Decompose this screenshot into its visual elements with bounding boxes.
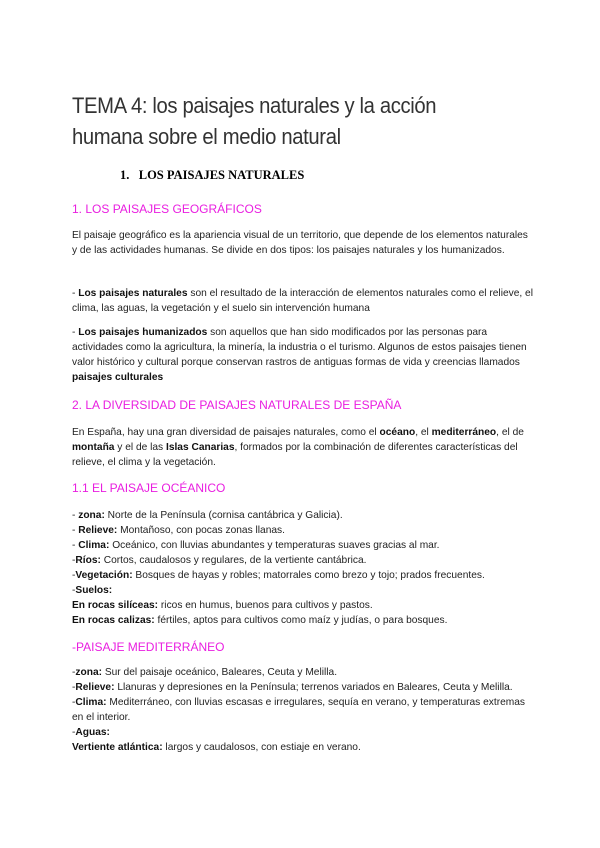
label-rios: Ríos: [75,555,101,566]
list-item [72,508,534,523]
label-relieve: Relieve: [78,525,118,536]
definition-text: son aquellos que han sido modificados por las personas para actividades como la agricultura, la minería, la industria o el turismo. Algunos de estos paisajes tienen valor histórico y cultural porque conservan rastros de antiguas formas de vida y creencias llamados [72,327,527,368]
text: , el de [496,427,524,438]
section-heading [120,168,304,183]
dash: - [72,555,76,566]
subheading-paisaje-oceanico: 1.1 EL PAISAJE OCÉANICO [72,481,226,495]
list-item [72,523,534,538]
value: Llanuras y depresiones en la Península; terrenos variados en Baleares, Ceuta y Melilla. [114,682,513,693]
value: Oceánico, con lluvias abundantes y temperaturas suaves gracias al mar. [109,540,440,551]
label-zona: zona: [78,510,105,521]
list-item [72,740,534,755]
list-item [72,568,534,583]
term-mediterraneo: mediterráneo [431,427,497,438]
term-montana: montaña [72,442,115,453]
section-title: LOS PAISAJES NATURALES [138,168,305,182]
value: Bosques de hayas y robles; matorrales como brezo y tojo; prados frecuentes. [132,570,485,581]
value: Norte de la Península (cornisa cantábrica y Galicia). [104,510,343,521]
dash: - [72,570,76,581]
dash: - [72,540,79,551]
dash: - [72,682,76,693]
subheading-paisajes-geograficos: 1. LOS PAISAJES GEOGRÁFICOS [72,202,262,216]
dash: - [72,697,76,708]
dash: - [72,510,79,521]
term-paisajes-naturales: Los paisajes naturales [78,288,188,299]
term-oceano: océano [379,427,416,438]
list-item [72,598,534,613]
value: Montañoso, con pocas zonas llanas. [117,525,285,536]
label-aguas: Aguas: [75,727,110,738]
label-relieve: Relieve: [75,682,115,693]
text: , formados por la combinación de diferentes características del relieve, el clima y la vegetación. [72,442,518,468]
dash: - [72,727,76,738]
list-item [72,695,534,725]
paragraph-paisajes-naturales [72,286,534,316]
label-rocas-calizas: En rocas calizas: [72,615,155,626]
label-suelos: Suelos: [75,585,113,596]
term-islas-canarias: Islas Canarias [165,442,235,453]
list-paisaje-oceanico [72,508,534,628]
paragraph-intro: El paisaje geográfico es la apariencia visual de un territorio, que depende de los elementos naturales y de las actividades humanas. Se divide en dos tipos: los paisajes naturales y los humanizados. [72,230,528,256]
subheading-paisaje-mediterraneo: -PAISAJE MEDITERRÁNEO [72,640,225,654]
list-paisaje-mediterraneo [72,665,534,755]
list-item [72,665,534,680]
value: largos y caudalosos, con estiaje en verano. [162,742,361,753]
section-number: 1. [120,168,130,182]
list-item [72,583,534,598]
dash: - [72,327,79,338]
label-rocas-siliceas: En rocas silíceas: [72,600,159,611]
dash: - [72,585,76,596]
dash: - [72,288,79,299]
list-item [72,680,534,695]
value: fértiles, aptos para cultivos como maíz y judías, o para bosques. [154,615,448,626]
label-vertiente-atlantica: Vertiente atlántica: [72,742,163,753]
term-paisajes-culturales: paisajes culturales [72,372,164,383]
value: Sur del paisaje oceánico, Baleares, Ceuta y Melilla. [102,667,338,678]
value: Mediterráneo, con lluvias escasas e irregulares, sequía en verano, y temperaturas extremas en el interior. [72,697,526,723]
list-item [72,725,534,740]
label-vegetacion: Vegetación: [75,570,133,581]
paragraph-diversidad [72,425,534,470]
value: Cortos, caudalosos y regulares, de la vertiente cantábrica. [100,555,367,566]
text: y el de las [114,442,166,453]
label-clima: Clima: [75,697,107,708]
dash: - [72,525,79,536]
page-title: TEMA 4: los paisajes naturales y la acción humana sobre el medio natural [72,93,437,149]
label-zona: zona: [75,667,103,678]
term-paisajes-humanizados: Los paisajes humanizados [78,327,208,338]
label-clima: Clima: [78,540,110,551]
text: En España, hay una gran diversidad de paisajes naturales, como el [72,427,380,438]
definition-text: son el resultado de la interacción de elementos naturales como el relieve, el clima, las aguas, la vegetación y el suelo sin intervención humana [72,288,533,314]
subheading-diversidad: 2. LA DIVERSIDAD DE PAISAJES NATURALES DE ESPAÑA [72,398,402,412]
text: , el [415,427,432,438]
dash: - [72,667,76,678]
list-item [72,613,534,628]
list-item [72,538,534,553]
list-item [72,553,534,568]
value: ricos en humus, buenos para cultivos y pastos. [158,600,373,611]
paragraph-paisajes-humanizados [72,325,534,385]
